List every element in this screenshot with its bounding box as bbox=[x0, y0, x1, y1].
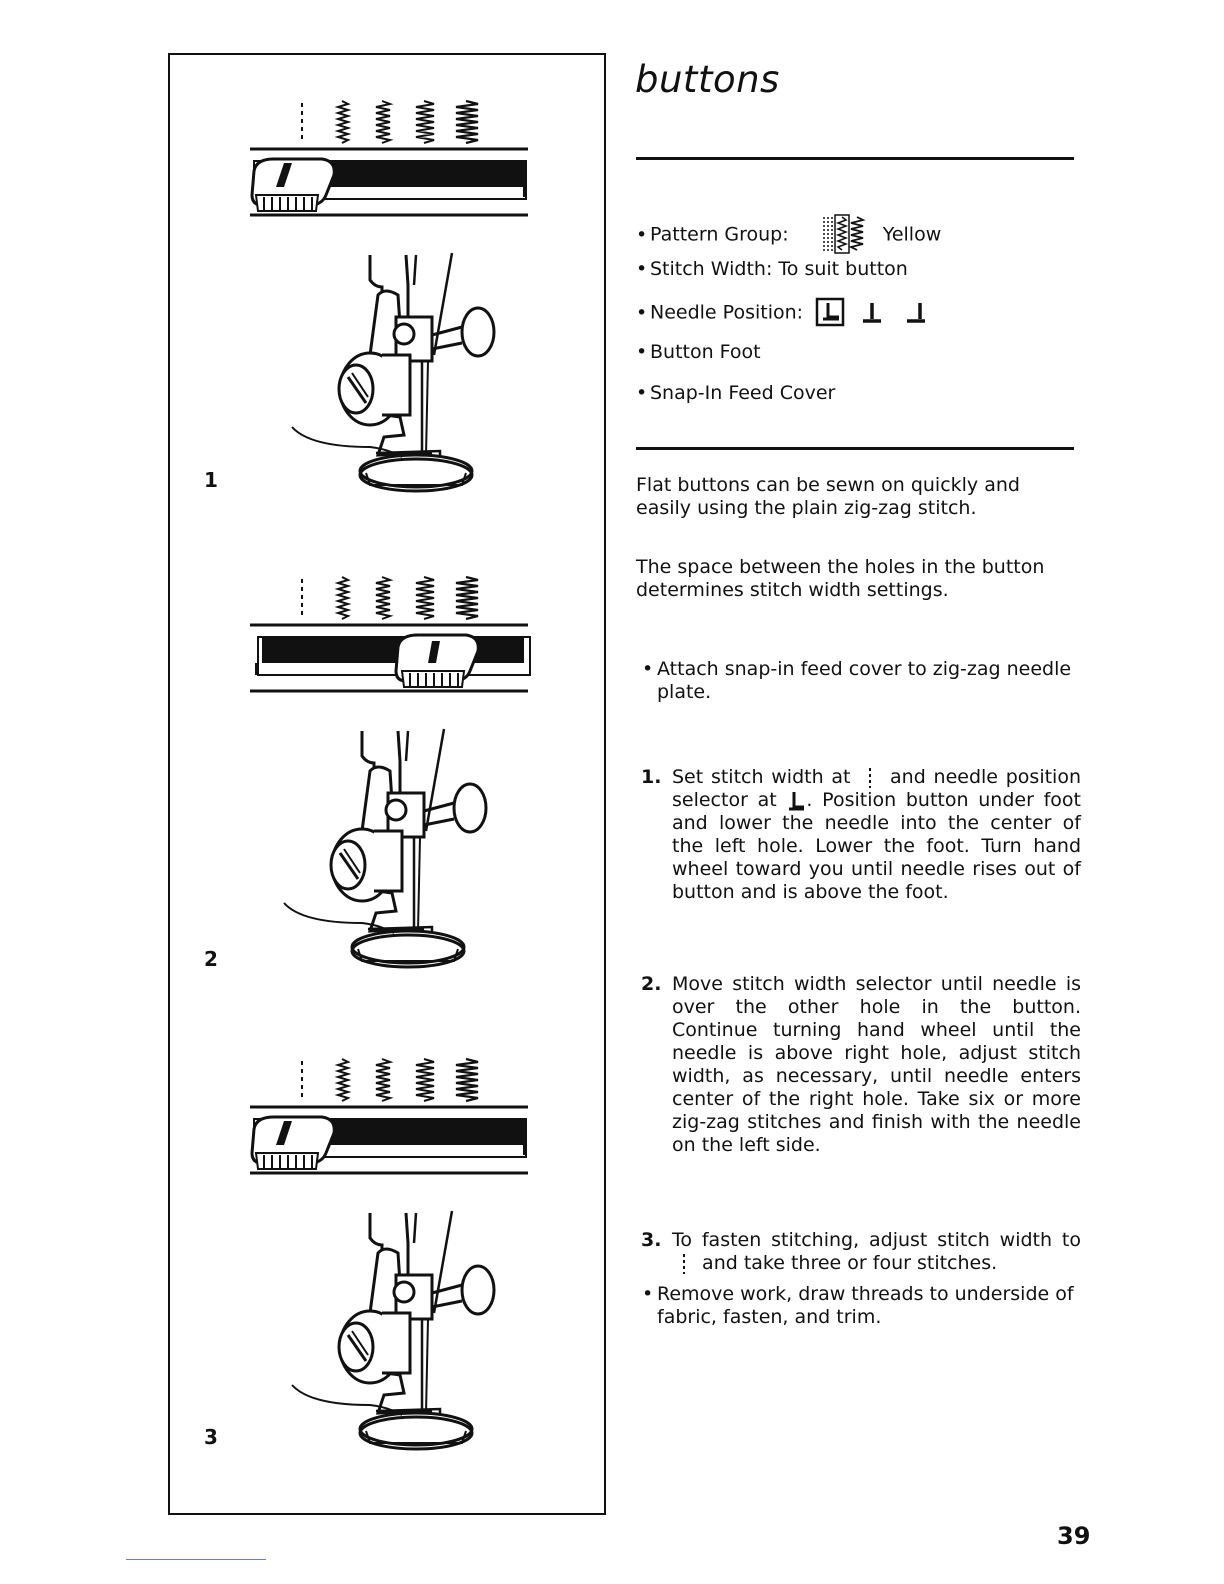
bullet-text: Attach snap-in feed cover to zig-zag needle plate. bbox=[657, 658, 1072, 703]
figure-1-drawing bbox=[170, 55, 604, 523]
spec-label: Pattern Group: bbox=[650, 223, 789, 246]
figure-1 bbox=[170, 55, 604, 523]
step-number: 2. bbox=[641, 973, 662, 995]
divider-bottom bbox=[636, 447, 1074, 450]
pattern-group-icon bbox=[821, 213, 871, 257]
step-text: and take three or four stitches. bbox=[702, 1252, 998, 1274]
figure-label: 2 bbox=[204, 947, 218, 971]
bullet-dot: • bbox=[642, 1283, 654, 1305]
paragraph-text: The space between the holes in the button determines stitch width settings. bbox=[636, 556, 1045, 601]
step-text: Move stitch width selector until needle is over the other hole in the button. Continue turning hand wheel until the needle is above right hole, adjust stitch width, as necessary, until needle enters center of the right hole. Take six or more zig-zag stitches and finish with the needle on the left side. bbox=[672, 973, 1081, 1156]
spec-label: Stitch Width: To suit button bbox=[650, 258, 908, 280]
figure-2 bbox=[170, 531, 604, 999]
figure-3 bbox=[170, 1013, 604, 1481]
intro-paragraph-2 bbox=[636, 556, 1076, 602]
figure-2-drawing bbox=[170, 531, 604, 999]
spec-label: Needle Position: bbox=[650, 301, 804, 324]
spec-foot: • Button Foot bbox=[636, 341, 761, 363]
straight-stitch-icon bbox=[858, 767, 882, 789]
step-text: and needle position selector at bbox=[672, 766, 1081, 811]
needle-left-icon bbox=[786, 790, 806, 812]
spec-cover: • Snap-In Feed Cover bbox=[636, 382, 836, 404]
step-text: To fasten stitching, adjust stitch width to bbox=[672, 1229, 1081, 1251]
spec-pattern-group: • Pattern Group: Yellow bbox=[636, 213, 941, 257]
spec-label: Snap-In Feed Cover bbox=[650, 382, 836, 404]
paragraph-text: Flat buttons can be sewn on quickly and easily using the plain zig-zag stitch. bbox=[636, 474, 1020, 519]
footer-rule bbox=[126, 1559, 266, 1560]
bullet-dot: • bbox=[642, 658, 654, 680]
step-number: 1. bbox=[641, 766, 662, 788]
intro-paragraph-1 bbox=[636, 474, 1076, 520]
spec-stitch-width: • Stitch Width: To suit button bbox=[636, 258, 908, 280]
figure-label: 3 bbox=[204, 1425, 218, 1449]
remove-work-bullet bbox=[642, 1283, 1082, 1329]
step-text: Set stitch width at bbox=[672, 766, 851, 788]
spec-label: Button Foot bbox=[650, 341, 761, 363]
page-number: 39 bbox=[1057, 1522, 1091, 1550]
step-number: 3. bbox=[641, 1229, 662, 1251]
step-text: . Position button under foot and lower the needle into the center of the left hole. Lower the foot. Turn hand wheel toward you until needle rises out of button and is above the foot. bbox=[672, 789, 1081, 903]
divider-top bbox=[636, 157, 1074, 160]
figure-label: 1 bbox=[204, 468, 218, 492]
figure-3-drawing bbox=[170, 1013, 604, 1481]
step-2 bbox=[641, 973, 1081, 1157]
step-1 bbox=[641, 766, 1081, 904]
bullet-text: Remove work, draw threads to underside of fabric, fasten, and trim. bbox=[657, 1283, 1074, 1328]
page-title: buttons bbox=[635, 58, 780, 101]
attach-cover-bullet bbox=[642, 658, 1082, 704]
illustration-panel bbox=[168, 53, 606, 1515]
step-3 bbox=[641, 1229, 1081, 1275]
pattern-group-color: Yellow bbox=[882, 223, 942, 246]
spec-needle-position: • Needle Position: bbox=[636, 297, 935, 329]
straight-stitch-icon bbox=[672, 1253, 696, 1275]
needle-position-icons bbox=[815, 297, 935, 329]
